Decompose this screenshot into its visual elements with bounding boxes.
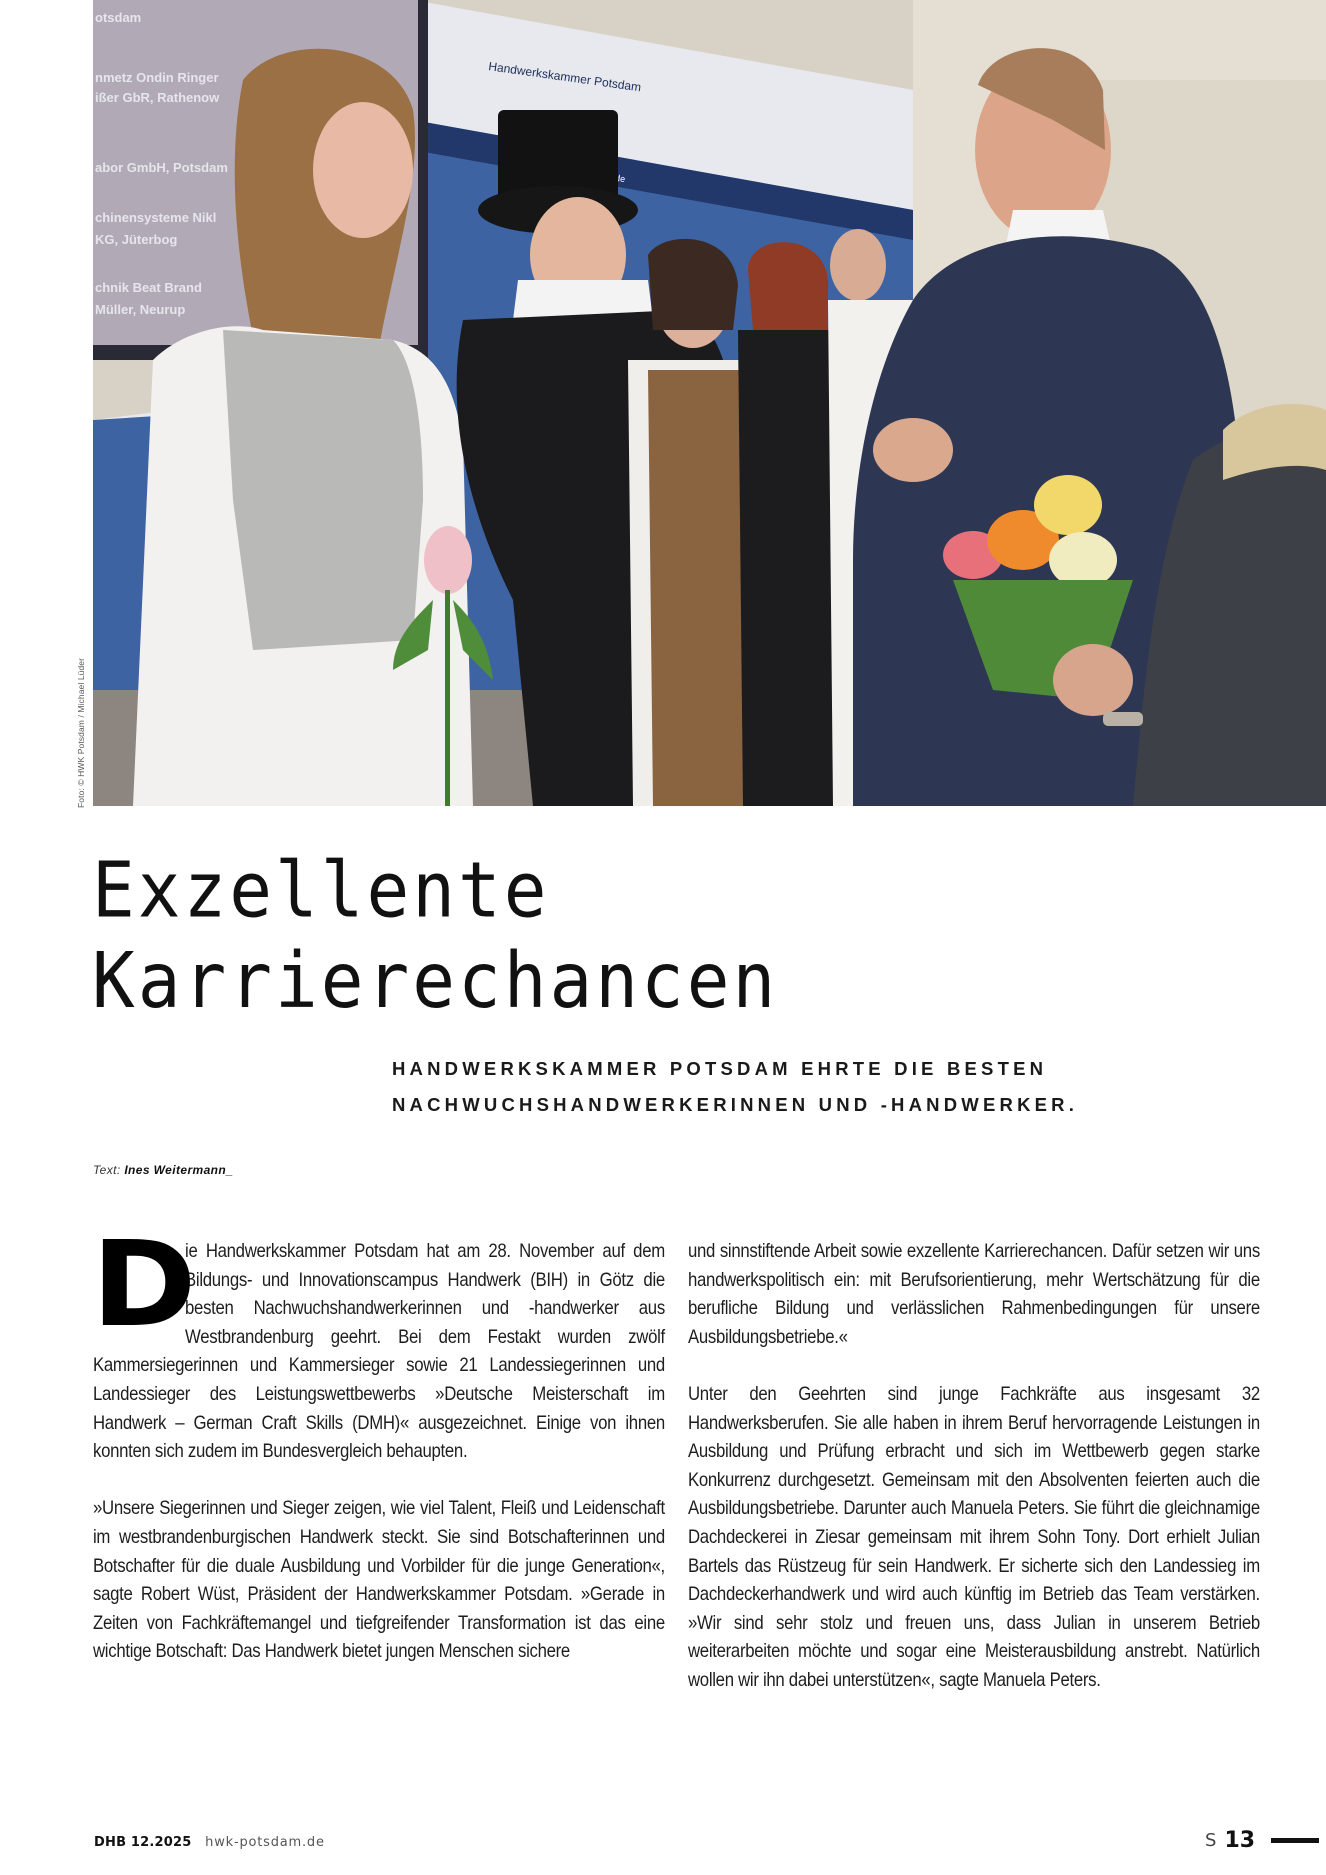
issue-label: DHB 12.2025	[94, 1835, 192, 1850]
award-ceremony-photo	[93, 0, 1326, 806]
byline-label: Text:	[93, 1163, 121, 1177]
article-photo	[93, 0, 1326, 806]
page-number-block	[1205, 1828, 1319, 1853]
byline	[93, 1163, 233, 1177]
footer-publication	[94, 1834, 325, 1850]
svg-text:chnik Beat Brand: chnik Beat Brand	[95, 280, 202, 295]
svg-text:chinensysteme Nikl: chinensysteme Nikl	[95, 210, 217, 225]
svg-text:Müller, Neurup: Müller, Neurup	[95, 302, 186, 317]
svg-text:ißer GbR, Rathenow: ißer GbR, Rathenow	[95, 90, 220, 105]
page-rule-divider	[1271, 1838, 1319, 1843]
paragraph-honorees: Unter den Geehrten sind junge Fachkräfte aus insgesamt 32 Handwerksberufen. Sie alle haben in ihrem Beruf hervorragende Leistungen in Ausbildung und Prüfung erbracht und sich im Wettbewerb gegen starke Konkurrenz durchgesetzt. Gemeinsam mit den Absolventen feierten auch die Ausbildungsbetriebe. Darunter auch Manuela Peters. Sie führt die gleichnamige Dachdeckerei in Ziesar gemeinsam mit ihrem Sohn Tony. Dort erhielt Julian Bartels das Rüstzeug für sein Handwerk. Er sicherte sich den Landessieg im Dachdeckerhandwerk und wird auch künftig im Betrieb das Team verstärken. »Wir sind sehr stolz und freuen uns, dass Julian in unserem Betrieb weiterarbeiten möchte und sogar eine Meisterausbildung anstrebt. Natürlich wollen wir ihn dabei unterstützen«, sagte Manuela Peters.	[688, 1382, 1260, 1691]
subhead-line-1: HANDWERKSKAMMER POTSDAM EHRTE DIE BESTEN	[392, 1058, 1048, 1079]
subhead-line-2: NACHWUCHSHANDWERKERINNEN UND -HANDWERKER.	[392, 1094, 1079, 1115]
article-column-left	[91, 1215, 665, 1695]
article-column-right	[688, 1237, 1260, 1723]
headline-line-1: Exzellente	[92, 845, 550, 935]
byline-author: Ines Weitermann_	[124, 1163, 234, 1177]
article-headline	[92, 845, 778, 1026]
svg-text:nmetz Ondin Ringer: nmetz Ondin Ringer	[95, 70, 219, 85]
svg-text:KG, Jüterbog: KG, Jüterbog	[95, 232, 178, 247]
svg-text:Handwerkskammer Potsdam: Handwerkskammer Potsdam	[487, 59, 643, 95]
paragraph-intro	[91, 1215, 665, 1466]
headline-line-2: Karrierechancen	[92, 935, 779, 1026]
photo-credit: Foto: © HWK Potsdam / Michael Lüder	[76, 657, 86, 808]
page-number: 13	[1224, 1828, 1256, 1853]
svg-text:otsdam: otsdam	[95, 10, 142, 25]
article-subheadline	[392, 1051, 1078, 1123]
drop-cap: D	[91, 1215, 197, 1353]
paragraph-quote: »Unsere Siegerinnen und Sieger zeigen, wie viel Talent, Fleiß und Leidenschaft im westbrandenburgischen Handwerk steckt. Sie sind Botschafterinnen und Botschafter für die duale Ausbildung und Vorbilder für die junge Generation«, sagte Robert Wüst, Präsident der Handwerkskammer Potsdam. »Gerade in Zeiten von Fachkräftemangel und tiefgreifender Transformation ist das eine wichtige Botschaft: Das Handwerk bietet jungen Menschen sichere	[93, 1497, 665, 1663]
paragraph-quote-continued: und sinnstiftende Arbeit sowie exzellente Karrierechancen. Dafür setzen wir uns handwerkspolitisch ein: mit Berufsorientierung, mehr Wertschätzung für die berufliche Bildung und verlässlichen Rahmenbedingungen für unsere Ausbildungsbetriebe.«	[688, 1240, 1260, 1348]
paragraph-intro-text: ie Handwerkskammer Potsdam hat am 28. November auf dem Bildungs- und Innovationscampus Handwerk (BIH) in Götz die besten Nachwuchshandwerkerinnen und -handwerker aus Westbrandenburg geehrt. Bei dem Festakt wurden zwölf Kammersiegerinnen und Kammersieger sowie 21 Landessiegerinnen und Landessieger des Leistungswettbewerbs »Deutsche Meisterschaft im Handwerk – German Craft Skills (DMH)« ausgezeichnet. Einige von ihnen konnten sich zudem im Bundesvergleich behaupten.	[93, 1240, 665, 1463]
svg-text:abor GmbH, Potsdam: abor GmbH, Potsdam	[95, 160, 228, 175]
website-link[interactable]: hwk-potsdam.de	[205, 1835, 325, 1850]
page-prefix: S	[1205, 1830, 1217, 1851]
